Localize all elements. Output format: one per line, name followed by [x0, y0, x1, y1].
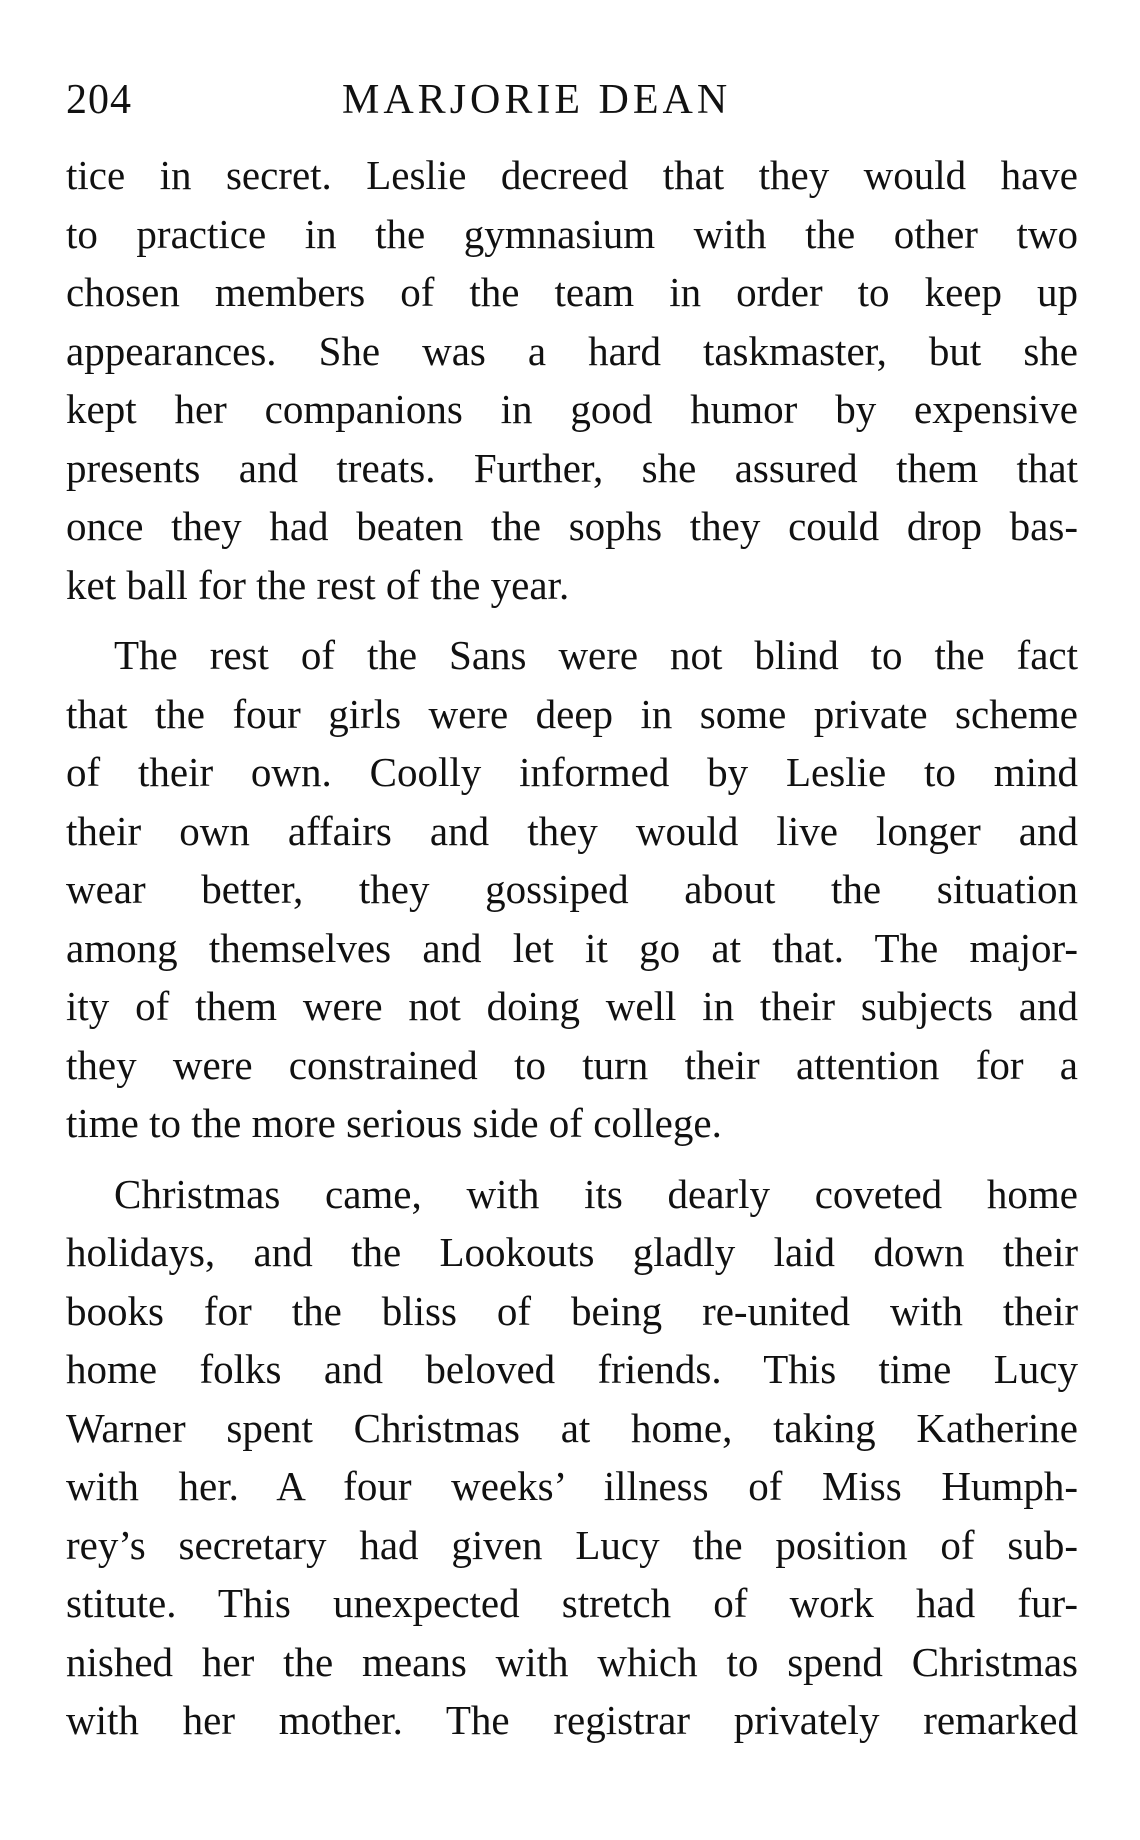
text-line: they were constrained to turn their attention for a — [66, 1041, 1078, 1088]
book-page — [66, 70, 1078, 1762]
text-line: once they had beaten the sophs they could drop bas- — [66, 503, 1078, 549]
text-line: presents and treats. Further, she assured them that — [66, 444, 1078, 491]
text-line: chosen members of the team in order to keep up — [66, 269, 1078, 315]
page-number: 204 — [66, 77, 132, 123]
paragraph-2 — [66, 626, 1078, 1153]
text-line: among themselves and let it go at that. The major- — [66, 924, 1078, 971]
text-line: their own affairs and they would live longer and — [66, 807, 1078, 854]
text-line: ket ball for the rest of the year. — [66, 561, 570, 608]
text-line: with her. A four weeks’ illness of Miss Humph- — [66, 1463, 1078, 1509]
text-line: to practice in the gymnasium with the other two — [66, 210, 1078, 257]
text-line: that the four girls were deep in some private scheme — [66, 690, 1078, 737]
text-line: of their own. Coolly informed by Leslie to mind — [66, 749, 1078, 795]
text-line: The rest of the Sans were not blind to the fact — [114, 632, 1078, 678]
running-title: MARJORIE DEAN — [342, 77, 732, 123]
text-line: holidays, and the Lookouts gladly laid down their — [66, 1229, 1078, 1275]
paragraph-1 — [66, 146, 1078, 614]
text-line: tice in secret. Leslie decreed that they would have — [66, 152, 1078, 198]
text-line: Warner spent Christmas at home, taking Katherine — [66, 1404, 1078, 1451]
text-line: home folks and beloved friends. This time Lucy — [66, 1346, 1078, 1392]
text-line: nished her the means with which to spend Christmas — [66, 1638, 1078, 1685]
text-line: wear better, they gossiped about the situation — [66, 866, 1078, 912]
page-header — [66, 70, 1078, 130]
paragraph-3 — [66, 1165, 1078, 1750]
text-line: kept her companions in good humor by expensive — [66, 386, 1078, 432]
text-line: stitute. This unexpected stretch of work had fur- — [66, 1580, 1078, 1626]
text-line: ity of them were not doing well in their subjects and — [66, 983, 1078, 1029]
text-line: appearances. She was a hard taskmaster, but she — [66, 327, 1078, 374]
text-line: books for the bliss of being re-united with their — [66, 1287, 1078, 1334]
text-line: time to the more serious side of college. — [66, 1100, 722, 1146]
text-line: with her mother. The registrar privately remarked — [66, 1697, 1078, 1743]
text-line: Christmas came, with its dearly coveted home — [114, 1170, 1078, 1217]
text-line: rey’s secretary had given Lucy the position of sub- — [66, 1521, 1078, 1568]
